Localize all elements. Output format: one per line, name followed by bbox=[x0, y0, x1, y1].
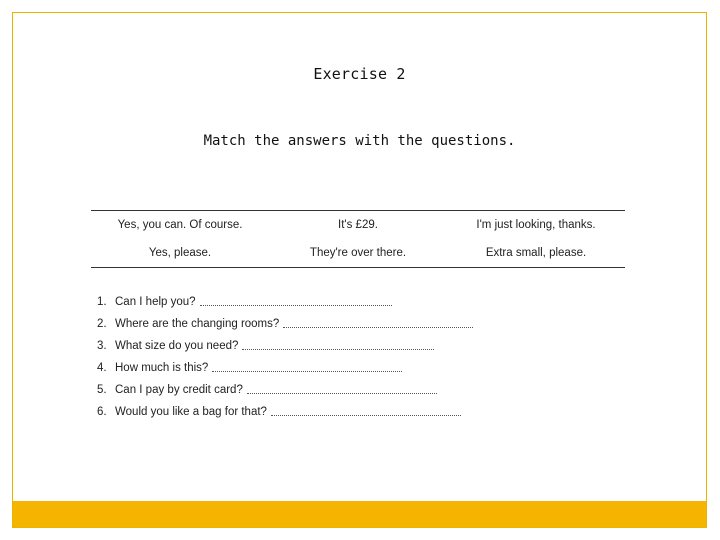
instruction-text: Match the answers with the questions. bbox=[203, 133, 516, 149]
question-text: What size do you need? bbox=[115, 340, 239, 352]
answer-blank[interactable] bbox=[271, 406, 461, 416]
question-item bbox=[97, 291, 473, 313]
slide bbox=[12, 12, 707, 528]
question-text: Where are the changing rooms? bbox=[115, 318, 280, 330]
question-item bbox=[97, 379, 473, 401]
answer-blank[interactable] bbox=[212, 362, 402, 372]
question-text: Would you like a bag for that? bbox=[115, 406, 267, 418]
question-number: 2. bbox=[97, 318, 107, 330]
question-number: 5. bbox=[97, 384, 107, 396]
question-item bbox=[97, 313, 473, 335]
answer-option: Extra small, please. bbox=[485, 247, 587, 259]
question-number: 4. bbox=[97, 362, 107, 374]
question-number: 1. bbox=[97, 296, 107, 308]
exercise-title: Exercise 2 bbox=[313, 65, 406, 83]
answer-option: They're over there. bbox=[309, 247, 407, 259]
answer-blank[interactable] bbox=[247, 384, 437, 394]
answer-option: Yes, please. bbox=[148, 247, 212, 259]
question-list bbox=[97, 291, 473, 423]
question-text: How much is this? bbox=[115, 362, 209, 374]
question-number: 6. bbox=[97, 406, 107, 418]
question-item bbox=[97, 357, 473, 379]
question-number: 3. bbox=[97, 340, 107, 352]
answer-blank[interactable] bbox=[283, 318, 473, 328]
question-item bbox=[97, 335, 473, 357]
answer-grid bbox=[91, 211, 625, 267]
question-item bbox=[97, 401, 473, 423]
footer-bar bbox=[13, 501, 706, 527]
answer-blank[interactable] bbox=[242, 340, 434, 350]
answer-option: I'm just looking, thanks. bbox=[476, 219, 596, 231]
answer-blank[interactable] bbox=[200, 296, 392, 306]
answer-option: Yes, you can. Of course. bbox=[117, 219, 243, 231]
answer-option: It's £29. bbox=[338, 219, 378, 231]
question-text: Can I pay by credit card? bbox=[115, 384, 243, 396]
answer-box bbox=[91, 210, 625, 268]
question-text: Can I help you? bbox=[115, 296, 196, 308]
